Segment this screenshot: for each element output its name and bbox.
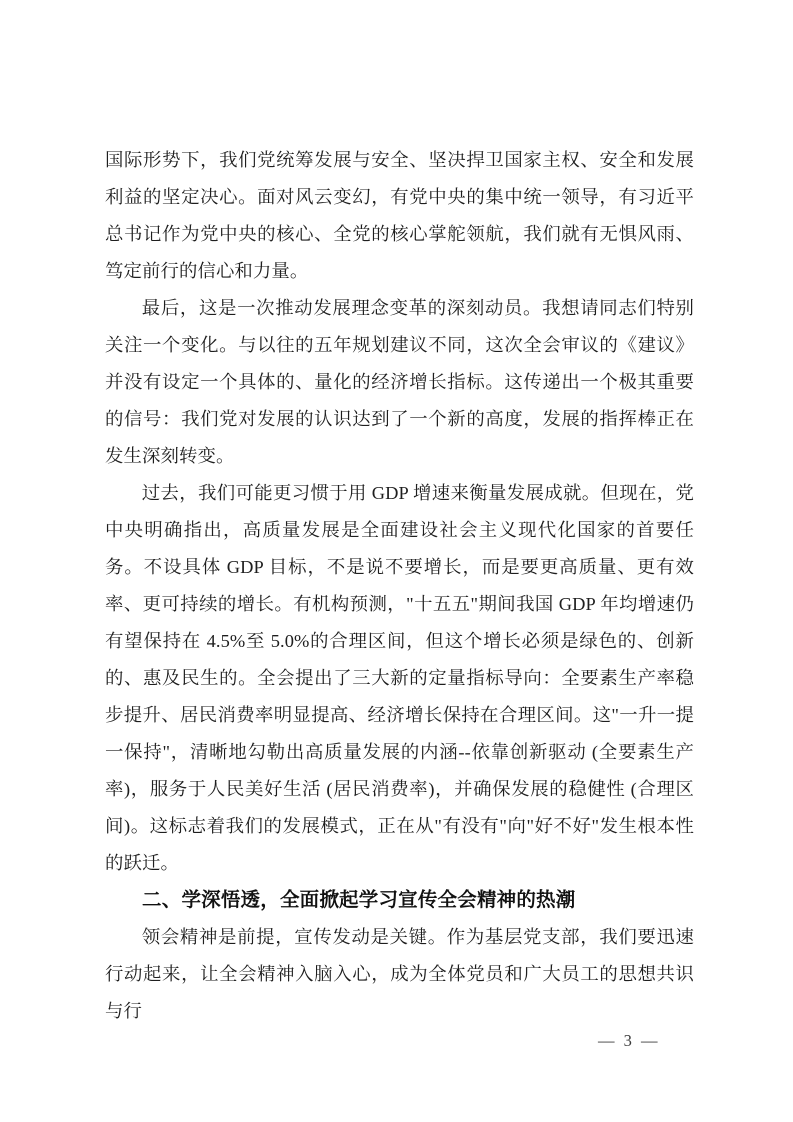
paragraph-section2-intro: 领会精神是前提，宣传发动是关键。作为基层党支部，我们要迅速行动起来，让全会精神入脑入心，成为全体党员和广大员工的思想共识与行: [105, 927, 694, 1021]
page-number: — 3 —: [598, 1031, 658, 1050]
document-body: [105, 142, 694, 1030]
paragraph-gdp-quality-growth: 过去，我们可能更习惯于用 GDP 增速来衡量发展成就。但现在，党中央明确指出，高质量发展是全面建设社会主义现代化国家的首要任务。不设具体 GDP 目标，不是说不要增长，而是要更高质量、更有效率、更可持续的增长。有机构预测，"十五五"期间我国 GDP 年均增速仍有望保持在 4.5%至 5.0%的合理区间，但这个增长必须是绿色的、创新的、惠及民生的。全会提出了三大新的定量指标导向：全要素生产率稳步提升、居民消费率明显提高、经济增长保持在合理区间。这"一升一提一保持"，清晰地勾勒出高质量发展的内涵--依靠创新驱动 (全要素生产率)，服务于人民美好生活 (居民消费率)，并确保发展的稳健性 (合理区间)。这标志着我们的发展模式，正在从"有没有"向"好不好"发生根本性的跃迁。: [105, 483, 694, 873]
paragraph-final-point: 最后，这是一次推动发展理念变革的深刻动员。我想请同志们特别关注一个变化。与以往的五年规划建议不同，这次全会审议的《建议》并没有设定一个具体的、量化的经济增长指标。这传递出一个极其重要的信号：我们党对发展的认识达到了一个新的高度，发展的指挥棒正在发生深刻转变。: [105, 298, 694, 466]
paragraph-continuation: 国际形势下，我们党统筹发展与安全、坚决捍卫国家主权、安全和发展利益的坚定决心。面对风云变幻，有党中央的集中统一领导，有习近平总书记作为党中央的核心、全党的核心掌舵领航，我们就有无惧风雨、笃定前行的信心和力量。: [105, 150, 694, 281]
section-heading-2: 二、学深悟透，全面掀起学习宣传全会精神的热潮: [142, 889, 576, 911]
